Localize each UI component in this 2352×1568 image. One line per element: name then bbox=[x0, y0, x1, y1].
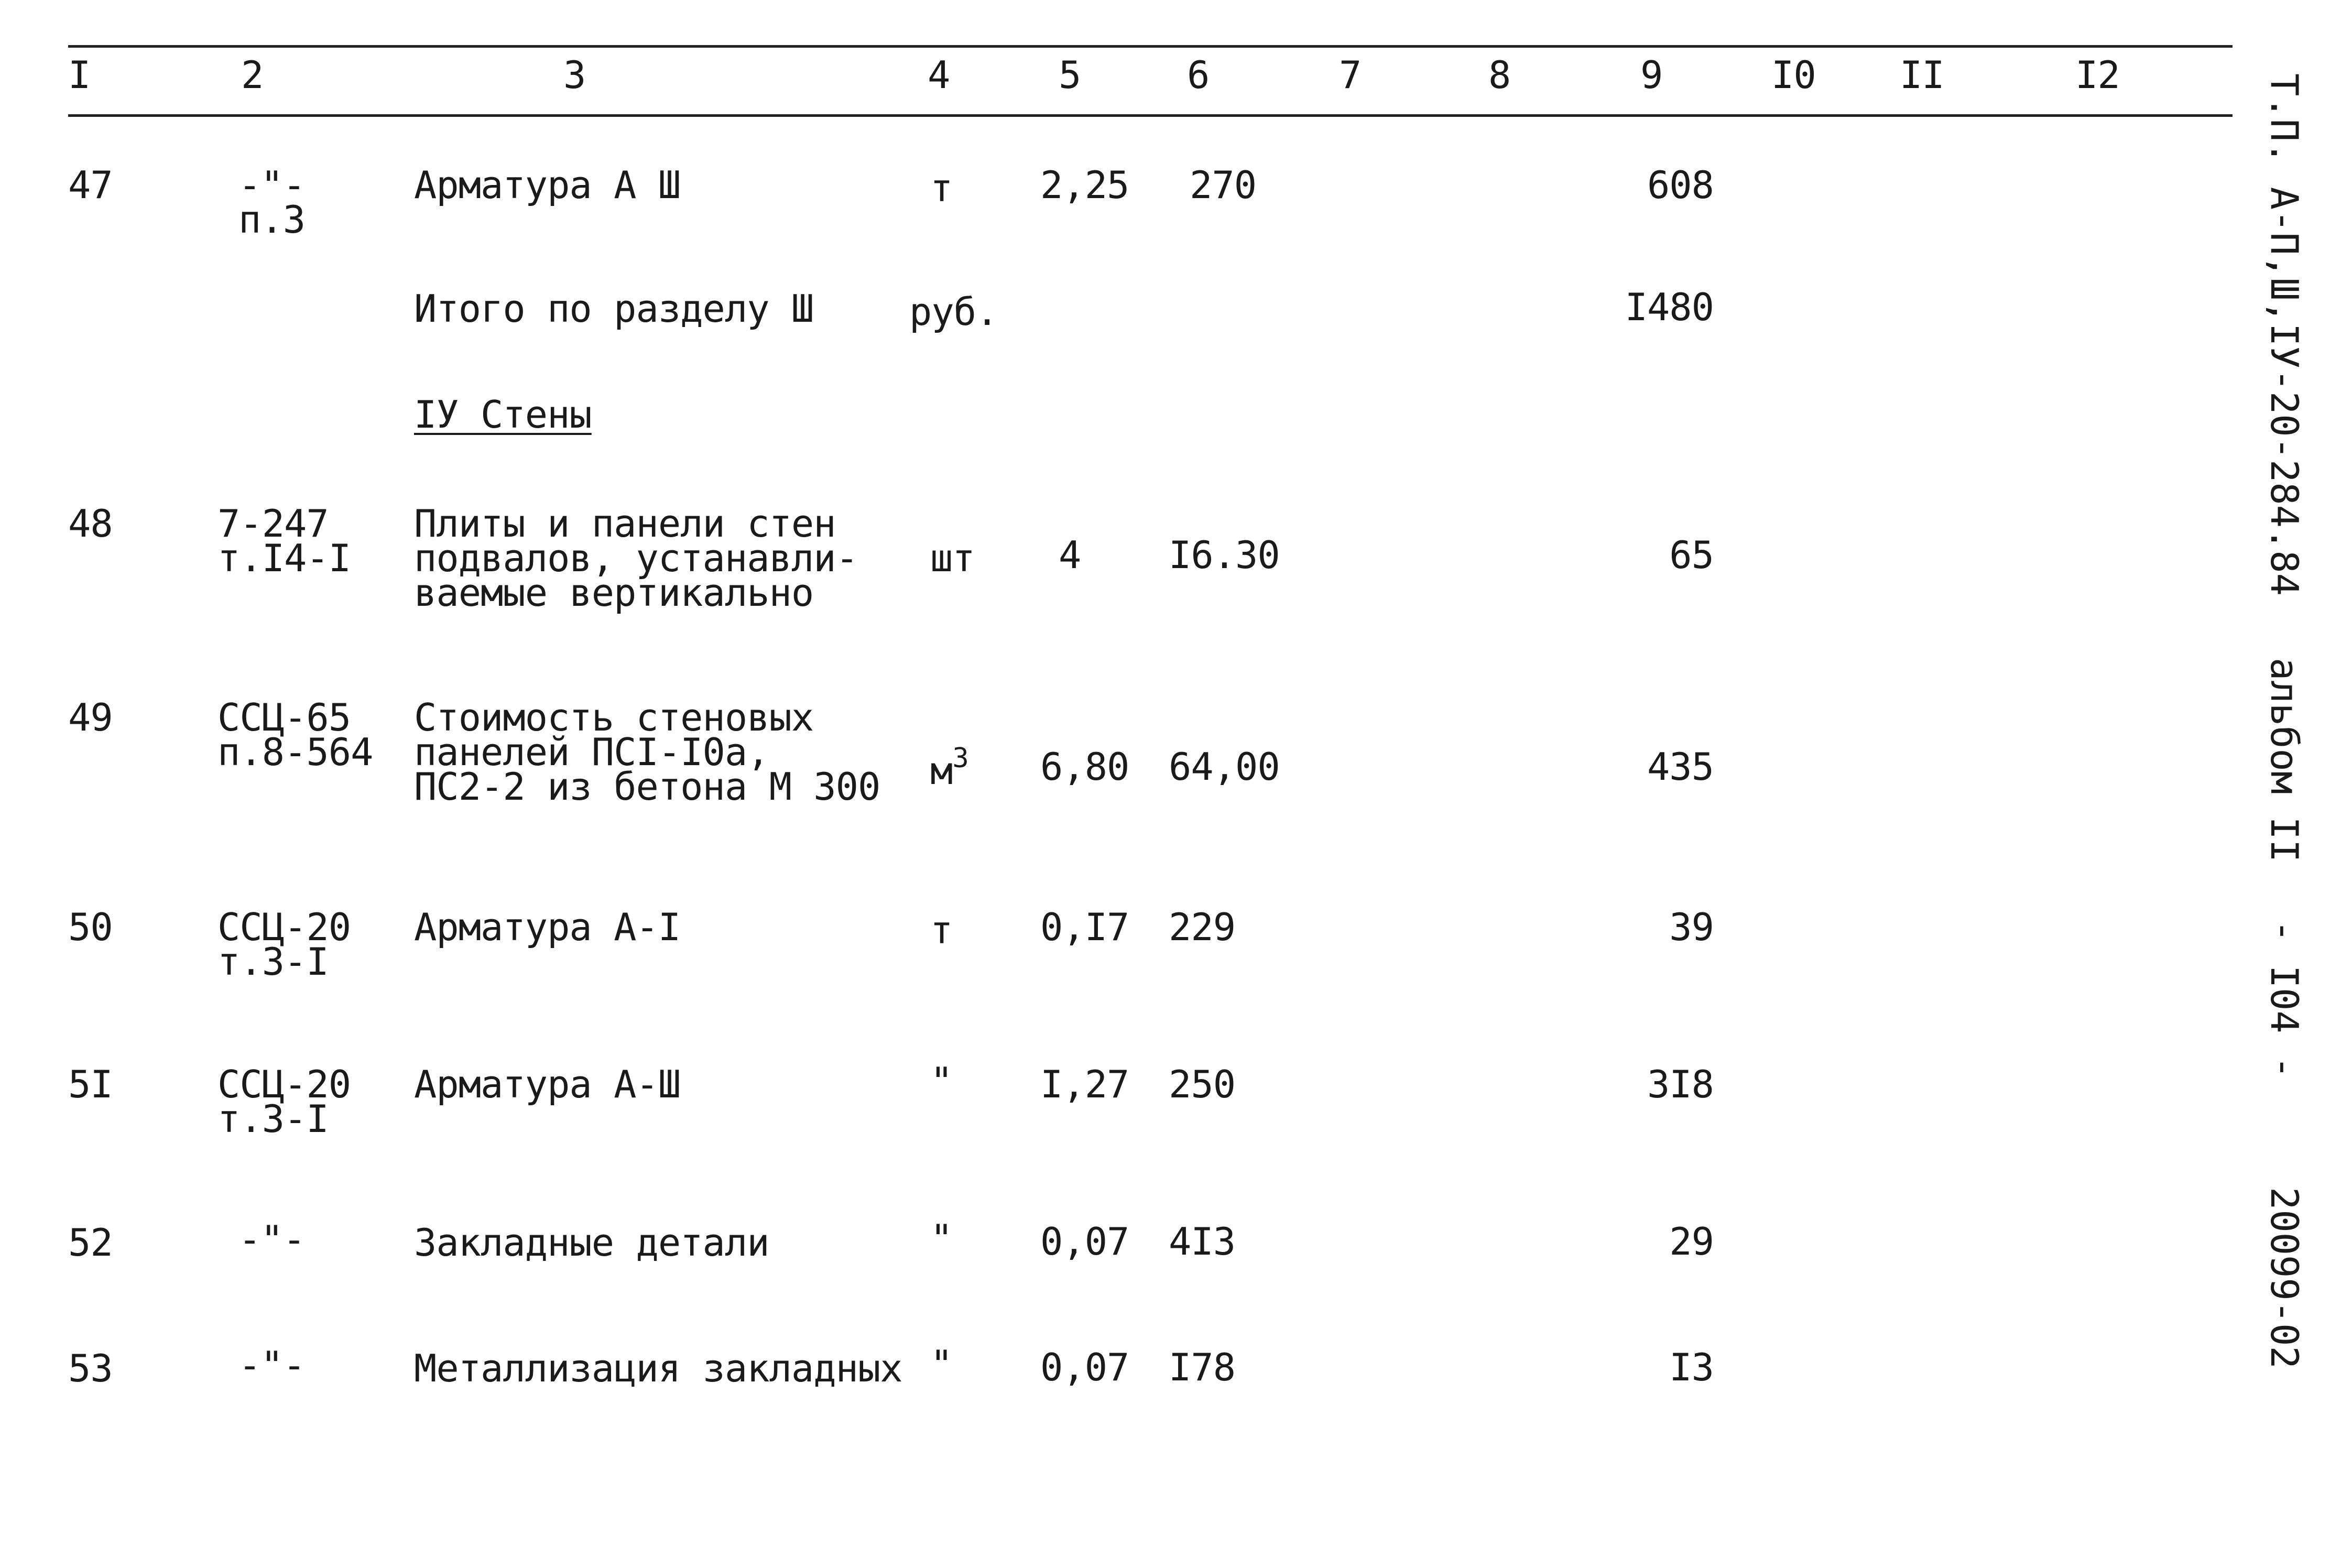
column-header-12: I2 bbox=[2075, 53, 2120, 97]
code-line: п.8-564 bbox=[217, 730, 373, 774]
unit: т bbox=[930, 166, 953, 210]
page-number-stamp: - I04 - bbox=[2262, 920, 2306, 1079]
quantity: 6,80 bbox=[1040, 745, 1129, 789]
item-name: Стоимость стеновых bbox=[414, 695, 814, 739]
item-name: ваемые вертикально bbox=[414, 571, 814, 615]
unit-base: м bbox=[930, 749, 953, 793]
column-header-11: II bbox=[1900, 53, 1944, 97]
quantity: 0,07 bbox=[1040, 1345, 1129, 1389]
item-name: Металлизация закладных bbox=[414, 1346, 902, 1390]
unit: шт bbox=[930, 536, 975, 580]
total-cost: 3I8 bbox=[1647, 1062, 1714, 1106]
column-header-2: 2 bbox=[241, 53, 264, 97]
row-number: 53 bbox=[68, 1346, 113, 1390]
item-name: Арматура А Ш bbox=[414, 163, 681, 207]
total-cost: 39 bbox=[1669, 905, 1714, 949]
total-cost: 435 bbox=[1647, 745, 1714, 789]
row-number: 49 bbox=[68, 695, 113, 739]
column-header-9: 9 bbox=[1640, 53, 1663, 97]
code-line: т.3-I bbox=[217, 1097, 329, 1141]
unit: руб. bbox=[909, 290, 998, 334]
quantity: 4 bbox=[1059, 533, 1081, 577]
unit-price: I78 bbox=[1169, 1345, 1236, 1389]
column-header-1: I bbox=[68, 53, 91, 97]
unit-price: 64,00 bbox=[1169, 745, 1280, 789]
document-code-stamp: Т.П. А-П,Ш,IУ-20-284.84 bbox=[2262, 73, 2306, 596]
document-number-stamp: 20099-02 bbox=[2262, 1187, 2306, 1369]
column-header-3: 3 bbox=[563, 53, 586, 97]
code-line: т.I4-I bbox=[217, 536, 351, 580]
section-heading: IУ Стены bbox=[414, 393, 592, 437]
total-cost: 65 bbox=[1669, 533, 1714, 577]
column-header-7: 7 bbox=[1339, 53, 1362, 97]
code-line: ССЦ-20 bbox=[217, 905, 351, 949]
total-cost: 608 bbox=[1647, 163, 1714, 207]
unit bbox=[930, 743, 968, 793]
column-header-4: 4 bbox=[928, 53, 950, 97]
row-number: 5I bbox=[68, 1062, 113, 1106]
total-cost: I480 bbox=[1625, 285, 1714, 329]
album-stamp: альбом II bbox=[2262, 658, 2306, 863]
unit: т bbox=[930, 908, 953, 952]
item-name: ПС2-2 из бетона М 300 bbox=[414, 765, 880, 809]
row-number: 52 bbox=[68, 1221, 113, 1265]
unit: " bbox=[930, 1342, 953, 1386]
unit: " bbox=[930, 1216, 953, 1260]
unit-superscript: 3 bbox=[952, 743, 968, 774]
item-name: Закладные детали bbox=[414, 1221, 769, 1265]
code-line: т.3-I bbox=[217, 940, 329, 984]
unit-price: 4I3 bbox=[1169, 1219, 1236, 1264]
code-line: п.3 bbox=[238, 198, 306, 242]
quantity: 0,07 bbox=[1040, 1219, 1129, 1264]
unit-price: 229 bbox=[1169, 905, 1236, 949]
code-line: ССЦ-65 bbox=[217, 695, 351, 739]
unit-price: I6.30 bbox=[1169, 533, 1280, 577]
quantity: I,27 bbox=[1040, 1062, 1129, 1106]
row-number: 47 bbox=[68, 163, 113, 207]
unit: " bbox=[930, 1059, 953, 1103]
quantity: 0,I7 bbox=[1040, 905, 1129, 949]
code-line: 7-247 bbox=[217, 502, 329, 546]
item-name: панелей ПСI-I0а, bbox=[414, 730, 769, 774]
total-cost: I3 bbox=[1669, 1345, 1714, 1389]
code-line: -"- bbox=[238, 1217, 306, 1261]
unit-price: 250 bbox=[1169, 1062, 1236, 1106]
item-name: Итого по разделу Ш bbox=[414, 287, 814, 331]
code-line: -"- bbox=[238, 1343, 306, 1387]
item-name: Плиты и панели стен bbox=[414, 502, 836, 546]
item-name: Арматура А-Ш bbox=[414, 1062, 681, 1106]
row-number: 48 bbox=[68, 502, 113, 546]
table-header-rule bbox=[68, 114, 2233, 117]
row-number: 50 bbox=[68, 905, 113, 949]
unit-price: 270 bbox=[1190, 163, 1257, 207]
table-top-rule bbox=[68, 45, 2233, 48]
code-line: ССЦ-20 bbox=[217, 1062, 351, 1106]
column-header-8: 8 bbox=[1488, 53, 1511, 97]
column-header-5: 5 bbox=[1059, 53, 1081, 97]
item-name: подвалов, устанавли- bbox=[414, 536, 858, 580]
quantity: 2,25 bbox=[1040, 163, 1129, 207]
item-name: Арматура А-I bbox=[414, 905, 681, 949]
code-line: -"- bbox=[238, 163, 306, 207]
total-cost: 29 bbox=[1669, 1219, 1714, 1264]
column-header-10: I0 bbox=[1771, 53, 1816, 97]
column-header-6: 6 bbox=[1187, 53, 1210, 97]
